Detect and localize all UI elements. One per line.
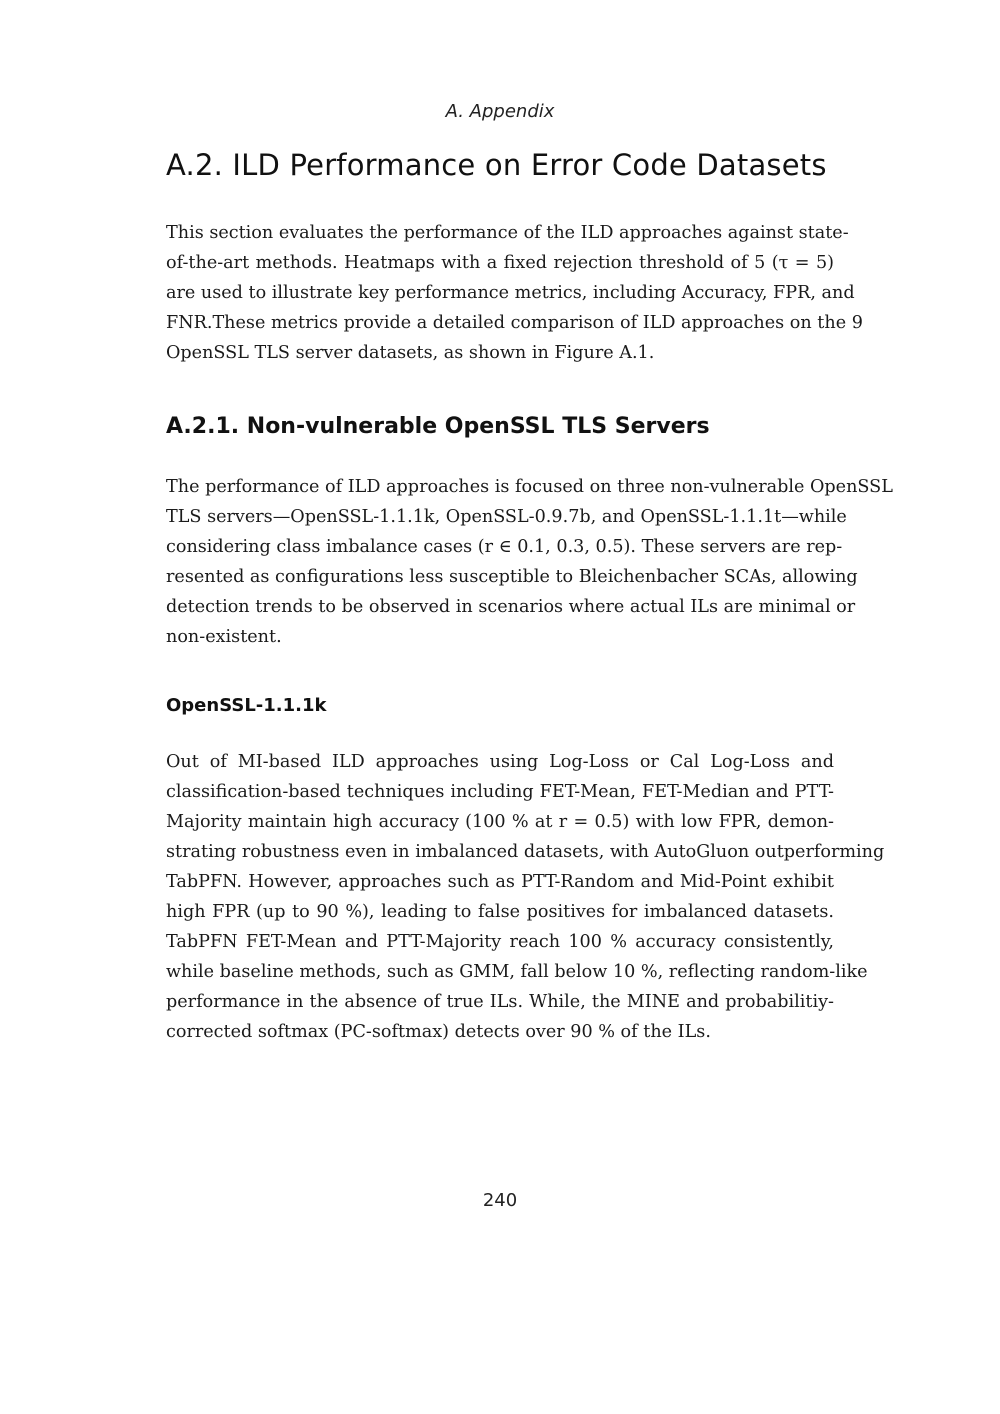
text-line: detection trends to be observed in scenarios where actual ILs are minimal or xyxy=(166,597,856,617)
text-line: TabPFN FET-Mean and PTT-Majority reach 100 % accuracy consistently, xyxy=(166,932,834,952)
text-line: high FPR (up to 90 %), leading to false positives for imbalanced datasets. xyxy=(166,902,834,922)
page-number: 240 xyxy=(482,1190,518,1211)
text-line: FNR.These metrics provide a detailed comparison of ILD approaches on the 9 xyxy=(166,313,863,333)
paragraph-body xyxy=(166,747,885,1047)
running-header: A. Appendix xyxy=(445,101,555,122)
text-line: OpenSSL TLS server datasets, as shown in Figure A.1. xyxy=(166,343,655,363)
text-line: strating robustness even in imbalanced datasets, with AutoGluon outperforming xyxy=(166,842,885,862)
text-line: resented as configurations less susceptible to Bleichenbacher SCAs, allowing xyxy=(166,567,858,587)
text-line: non-existent. xyxy=(166,627,282,647)
text-line: while baseline methods, such as GMM, fall below 10 %, reflecting random-like xyxy=(166,962,868,982)
text-line: are used to illustrate key performance metrics, including Accuracy, FPR, and xyxy=(166,283,855,303)
text-line: Out of MI-based ILD approaches using Log-Loss or Cal Log-Loss and xyxy=(166,752,834,772)
section-intro-paragraph xyxy=(166,218,863,368)
subsection-body-paragraph xyxy=(166,472,893,652)
text-line: considering class imbalance cases (r ∈ 0.1, 0.3, 0.5). These servers are rep- xyxy=(166,537,843,557)
text-line: performance in the absence of true ILs. While, the MINE and probabilitiy- xyxy=(166,992,834,1012)
section-title: A.2. ILD Performance on Error Code Datasets xyxy=(166,148,827,182)
text-line: Majority maintain high accuracy (100 % at r = 0.5) with low FPR, demon- xyxy=(166,812,834,832)
paragraph-title: OpenSSL-1.1.1k xyxy=(166,695,327,716)
text-line: This section evaluates the performance of the ILD approaches against state- xyxy=(166,223,849,243)
text-line: of-the-art methods. Heatmaps with a fixed rejection threshold of 5 (τ = 5) xyxy=(166,253,834,273)
subsection-title: A.2.1. Non-vulnerable OpenSSL TLS Servers xyxy=(166,414,710,439)
text-line: corrected softmax (PC-softmax) detects over 90 % of the ILs. xyxy=(166,1022,711,1042)
text-line: classification-based techniques including FET-Mean, FET-Median and PTT- xyxy=(166,782,834,802)
text-line: The performance of ILD approaches is focused on three non-vulnerable OpenSSL xyxy=(166,477,893,497)
text-line: TLS servers—OpenSSL-1.1.1k, OpenSSL-0.9.7b, and OpenSSL-1.1.1t—while xyxy=(166,507,847,527)
text-line: TabPFN. However, approaches such as PTT-Random and Mid-Point exhibit xyxy=(166,872,834,892)
